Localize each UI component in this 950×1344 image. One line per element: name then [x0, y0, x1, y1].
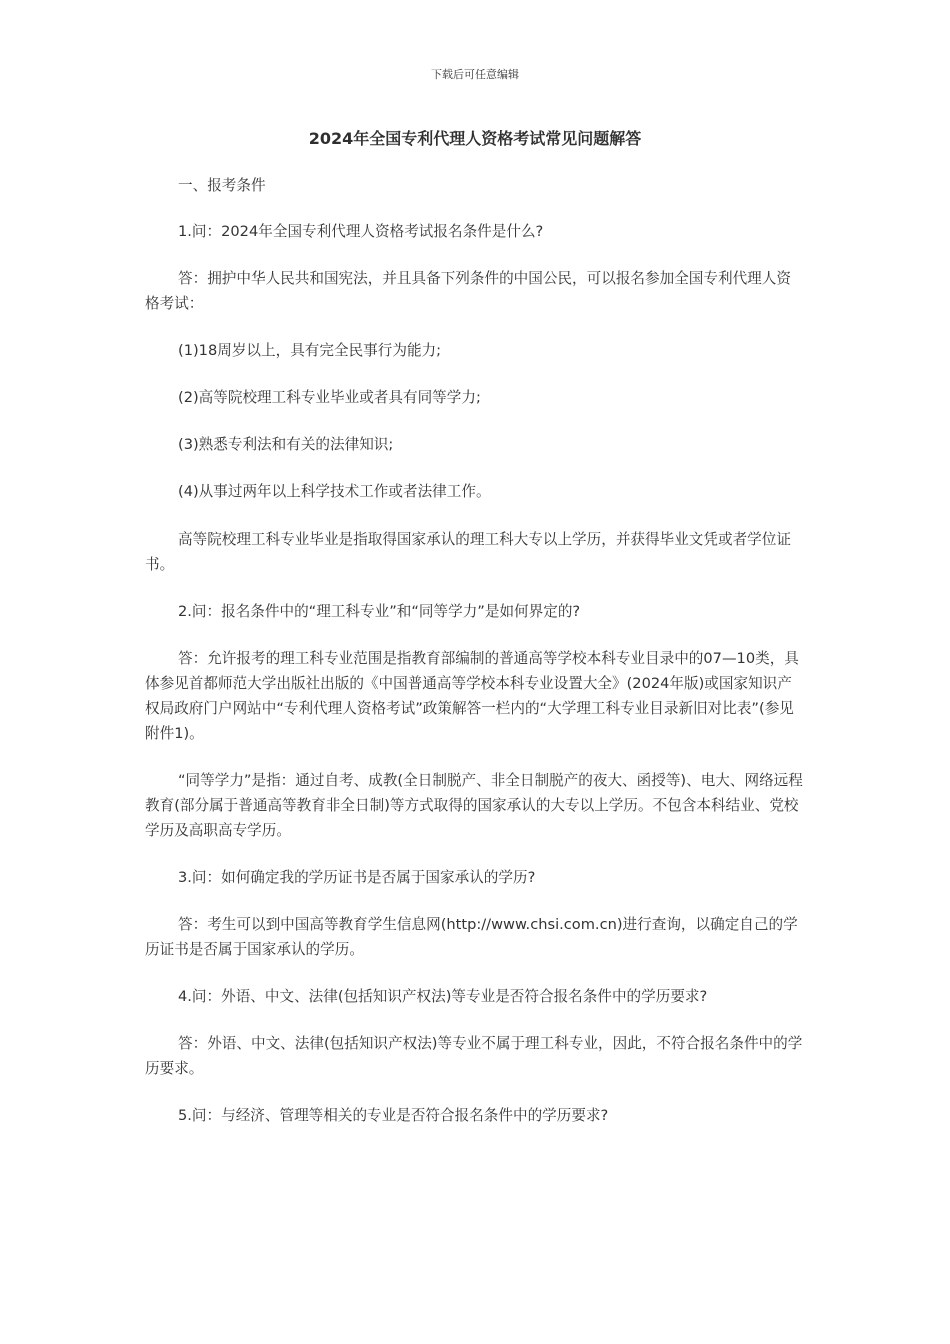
section-heading: 一、报考条件 [178, 177, 266, 194]
header-note: 下载后可任意编辑 [431, 68, 519, 81]
answer-1: 答：拥护中华人民共和国宪法，并且具备下列条件的中国公民，可以报名参加全国专利代理人资格考试： [145, 270, 791, 312]
question-3: 3.问：如何确定我的学历证书是否属于国家承认的学历? [178, 869, 536, 886]
question-1: 1.问：2024年全国专利代理人资格考试报名条件是什么? [178, 223, 544, 240]
condition-3: (3)熟悉专利法和有关的法律知识; [178, 436, 394, 453]
question-2: 2.问：报名条件中的“理工科专业”和“同等学力”是如何界定的? [178, 603, 581, 620]
answer-3: 答：考生可以到中国高等教育学生信息网(http://www.chsi.com.cn)进行查询，以确定自己的学历证书是否属于国家承认的学历。 [145, 916, 798, 958]
question-4: 4.问：外语、中文、法律(包括知识产权法)等专业是否符合报名条件中的学历要求? [178, 988, 708, 1005]
condition-note: 高等院校理工科专业毕业是指取得国家承认的理工科大专以上学历，并获得毕业文凭或者学位证书。 [145, 531, 791, 573]
document-title: 2024年全国专利代理人资格考试常见问题解答 [308, 129, 642, 148]
answer-2-equivalent: “同等学力”是指：通过自考、成教(全日制脱产、非全日制脱产的夜大、函授等)、电大、网络远程教育(部分属于普通高等教育非全日制)等方式取得的国家承认的大专以上学历。不包含本科结业、党校学历及高职高专学历。 [145, 772, 803, 839]
answer-4: 答：外语、中文、法律(包括知识产权法)等专业不属于理工科专业，因此，不符合报名条件中的学历要求。 [145, 1035, 803, 1077]
condition-4: (4)从事过两年以上科学技术工作或者法律工作。 [178, 483, 491, 500]
condition-2: (2)高等院校理工科专业毕业或者具有同等学力; [178, 389, 481, 406]
question-5: 5.问：与经济、管理等相关的专业是否符合报名条件中的学历要求? [178, 1107, 609, 1124]
answer-2: 答：允许报考的理工科专业范围是指教育部编制的普通高等学校本科专业目录中的07—10类，具体参见首都师范大学出版社出版的《中国普通高等学校本科专业设置大全》(2024年版)或国家知识产权局政府门户网站中“专利代理人资格考试”政策解答一栏内的“大学理工科专业目录新旧对比表”(参见附件1)。 [145, 650, 799, 742]
condition-1: (1)18周岁以上，具有完全民事行为能力; [178, 342, 442, 359]
